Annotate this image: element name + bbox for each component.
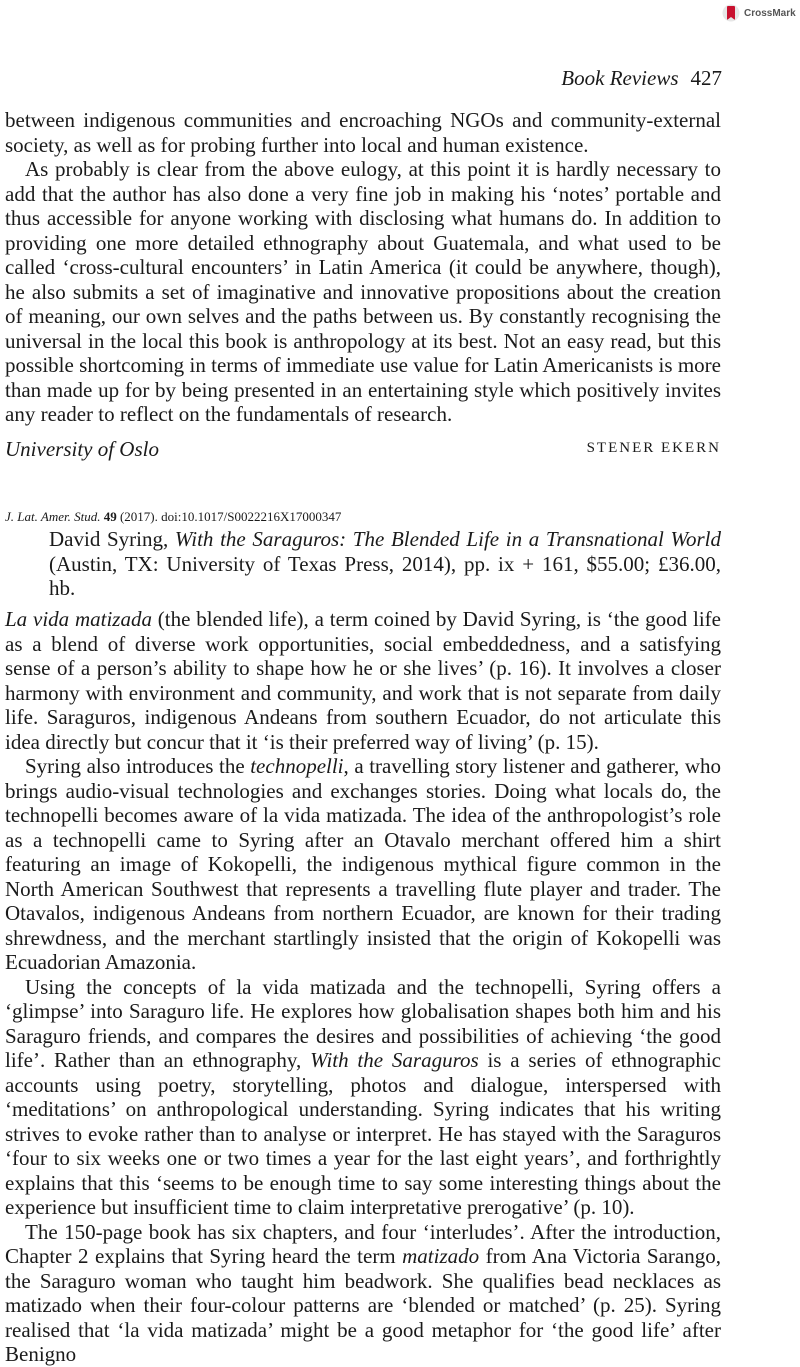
book-author: David Syring, bbox=[49, 527, 169, 551]
term-technopelli: technopelli bbox=[250, 754, 344, 778]
book-details: (Austin, TX: University of Texas Press, 2014), pp. ix + 161, $55.00; £36.00, hb. bbox=[49, 551, 721, 600]
review-paragraph-3: Using the concepts of la vida matizada and the technopelli, Syring offers a ‘glimpse’ into Saraguro life. He explores how globalisation shapes both him and his Saraguro friends, and compares the desires and possibilities of achieving ‘the good life’. Rather than an ethnography, With the Saraguros is a series of ethnographic accounts using poetry, storytelling, photos and dialogue, interspersed with ‘meditations’ on anthropological understanding. Syring indicates that his writing strives to evoke rather than to analyse or interpret. He has stayed with the Saraguros ‘four to six weeks one or two times a year for the last eight years’, and forthrightly explains that this ‘seems to be enough time to say some interesting things about the experience but insufficient time to claim interpretative prerogative’ (p. 10). bbox=[5, 974, 721, 1219]
journal-volume: 49 bbox=[103, 509, 117, 524]
prev-paragraph-2: As probably is clear from the above eulogy, at this point it is hardly necessary to add that the author has also done a very fine job in making his ‘notes’ portable and thus accessible for anyone working with disclosing what humans do. In addition to providing one more detailed ethnography about Guatemala, and what used to be called ‘cross-cultural encounters’ in Latin America (it could be anywhere, though), he also submits a set of imaginative and innovative propositions about the creation of meaning, our own selves and the paths between us. By constantly recognising the universal in the local this book is anthropology at its best. Not an easy read, but this possible shortcoming in terms of immediate use value for Latin Americanists is more than made up for by being presented in an entertaining style which positively invites any reader to reflect on the fundamentals of research. bbox=[5, 157, 721, 426]
page-number: 427 bbox=[690, 66, 722, 90]
running-head bbox=[561, 66, 722, 91]
review-paragraph-4: The 150-page book has six chapters, and four ‘interludes’. After the introduction, Chapter 2 explains that Syring heard the term matizado from Ana Victoria Sarango, the Saraguro woman who taught him beadwork. She qualifies bead necklaces as matizado when their four-colour patterns are ‘blended or matched’ (p. 25). Syring realised that ‘la vida matizada’ might be a good metaphor for ‘the good life’ after Benigno bbox=[5, 1219, 721, 1366]
crossmark-label: CrossMark bbox=[744, 7, 796, 19]
section-title: Book Reviews bbox=[561, 66, 679, 90]
journal-name: J. Lat. Amer. Stud. bbox=[5, 509, 101, 524]
reviewer-institution: University of Oslo bbox=[5, 437, 159, 461]
term-la-vida-matizada: La vida matizada bbox=[5, 607, 152, 631]
book-title-inline: With the Saraguros bbox=[310, 1048, 479, 1072]
crossmark-logo[interactable] bbox=[722, 0, 798, 26]
crossmark-icon bbox=[722, 2, 740, 24]
journal-year: (2017). bbox=[119, 509, 158, 524]
review-paragraph-1: La vida matizada (the blended life), a term coined by David Syring, is ‘the good life as a blend of diverse work opportunities, social embeddedness, and a satisfying sense of a person’s ability to shape how he or she lives’ (p. 16). It involves a closer harmony with environment and community, and work that is not separate from daily life. Saraguros, indigenous Andeans from southern Ecuador, do not articulate this idea directly but concur that it ‘is their preferred way of living’ (p. 15). bbox=[5, 607, 721, 754]
prev-paragraph-1: between indigenous communities and encroaching NGOs and community-external society, as well as for probing further into local and human existence. bbox=[5, 108, 721, 157]
journal-citation bbox=[5, 509, 341, 525]
review-body bbox=[5, 607, 721, 1367]
reviewer-name: STENER EKERN bbox=[586, 440, 721, 456]
book-reference bbox=[49, 527, 721, 601]
previous-review-text bbox=[5, 108, 721, 427]
review-signature bbox=[5, 437, 721, 463]
term-matizado: matizado bbox=[402, 1244, 480, 1268]
book-title: With the Saraguros: The Blended Life in a Transnational World bbox=[174, 527, 722, 551]
doi[interactable]: doi:10.1017/S0022216X17000347 bbox=[161, 509, 342, 524]
review-paragraph-2: Syring also introduces the technopelli, a travelling story listener and gatherer, who brings audio-visual technologies and exchanges stories. Doing what locals do, the technopelli becomes aware of la vida matizada. The idea of the anthropologist’s role as a technopelli came to Syring after an Otavalo merchant offered him a shirt featuring an image of Kokopelli, the indigenous mythical figure common in the North American Southwest that represents a travelling flute player and trader. The Otavalos, indigenous Andeans from northern Ecuador, are known for their trading shrewdness, and the merchant startlingly insisted that the origin of Kokopelli was Ecuadorian Amazonia. bbox=[5, 754, 721, 974]
